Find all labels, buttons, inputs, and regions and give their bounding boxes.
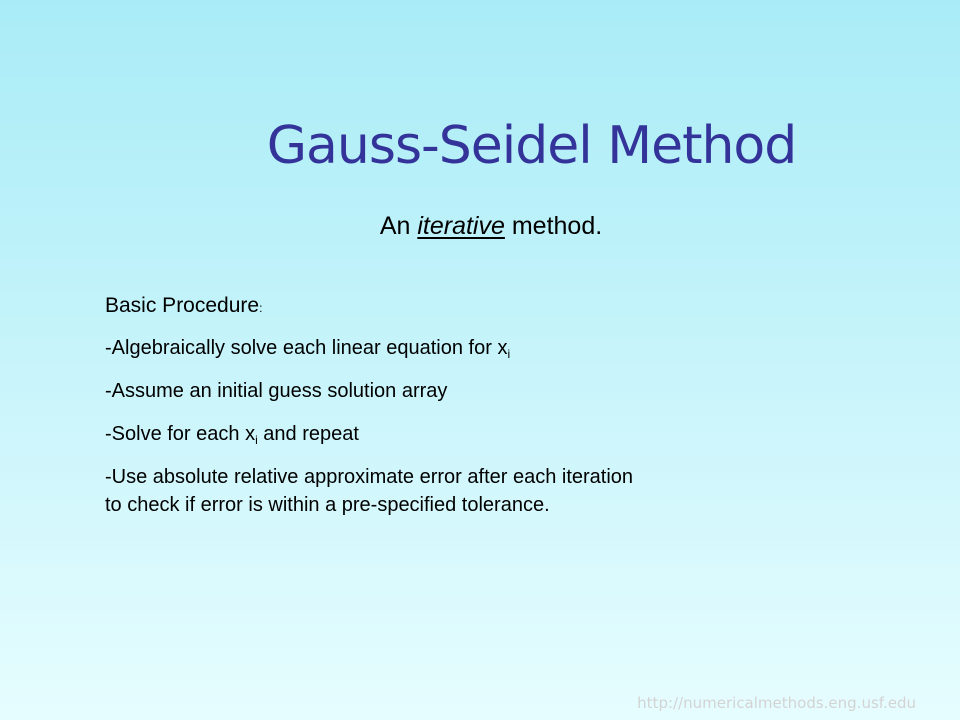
procedure-heading-text: Basic Procedure (105, 294, 260, 317)
procedure-block (105, 288, 865, 534)
subtitle-emphasis: iterative (417, 212, 505, 240)
step-1-text: -Algebraically solve each linear equation for x (105, 337, 508, 359)
step-3-text-end: and repeat (257, 423, 359, 445)
step-1-subscript: i (507, 347, 511, 361)
step-4-line-2: to check if error is within a pre-specified tolerance. (105, 494, 550, 516)
subtitle-suffix: method. (504, 212, 603, 240)
step-4-line-1: -Use absolute relative approximate error after each iteration (105, 466, 634, 488)
procedure-step-1 (105, 334, 865, 362)
procedure-heading (105, 288, 865, 326)
step-2-text: -Assume an initial guess solution array (105, 380, 448, 402)
subtitle-prefix: An (379, 212, 418, 240)
footer-url: http://numericalmethods.eng.usf.edu (637, 694, 916, 712)
step-3-text: -Solve for each x (105, 423, 256, 445)
slide-subtitle (0, 206, 960, 246)
procedure-heading-colon: : (259, 301, 263, 315)
step-3-subscript: i (255, 433, 258, 447)
slide-title: Gauss-Seidel Method (266, 116, 797, 176)
procedure-step-3 (105, 420, 865, 448)
procedure-step-2 (105, 377, 865, 405)
procedure-step-4 (105, 463, 865, 519)
